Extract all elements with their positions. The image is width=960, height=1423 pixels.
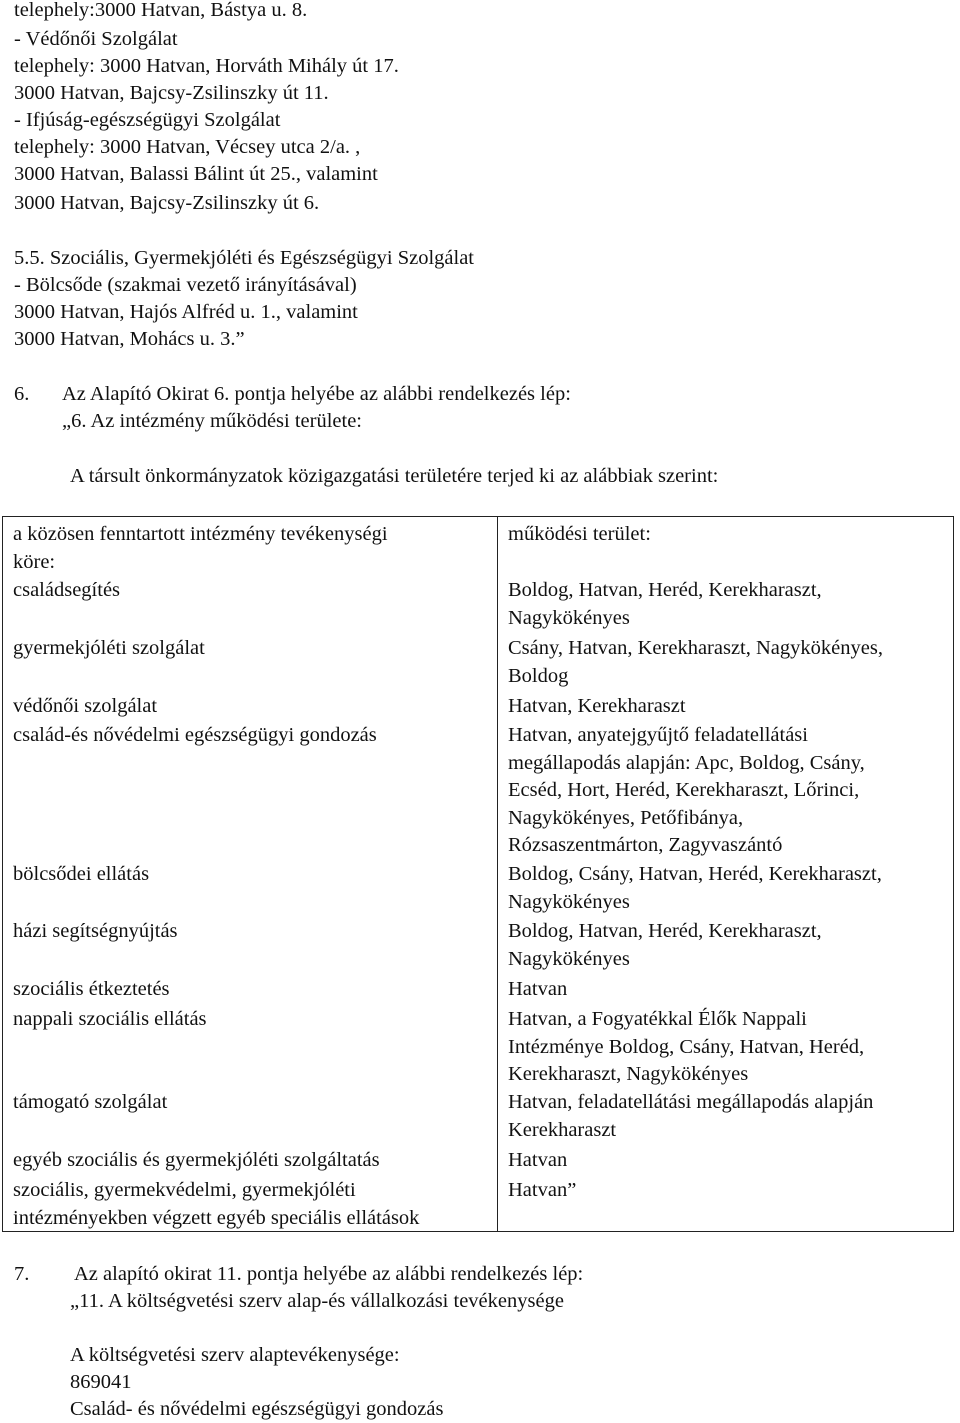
- quote-heading: „6. Az intézmény működési területe:: [62, 410, 363, 432]
- table-row-activity: nappali szociális ellátás: [13, 1008, 207, 1030]
- activity-code: 869041: [70, 1371, 132, 1393]
- table-row-activity: támogató szolgálat: [13, 1091, 168, 1113]
- table-row-area: Boldog, Hatvan, Heréd, Kerekharaszt, Nagykökényes: [508, 579, 822, 629]
- table-row-area: Hatvan, feladatellátási megállapodás alapján Kerekharaszt: [508, 1091, 874, 1141]
- list-number: 6.: [14, 383, 30, 405]
- table-row-area: Hatvan, anyatejgyűjtő feladatellátási megállapodás alapján: Apc, Boldog, Csány, Ecséd, Hort, Heréd, Kerekharaszt, Lőrinci, Nagykökényes, Petőfibánya, Rózsaszentmárton, Zagyvaszántó: [508, 724, 865, 856]
- text-line: 3000 Hatvan, Hajós Alfréd u. 1., valamint: [14, 301, 358, 323]
- point-text: Az alapító okirat 11. pontja helyébe az alábbi rendelkezés lép:: [74, 1263, 584, 1285]
- list-number: 7.: [14, 1263, 30, 1285]
- text-line: 3000 Hatvan, Balassi Bálint út 25., valamint: [14, 163, 378, 185]
- text-line: 3000 Hatvan, Mohács u. 3.”: [14, 328, 245, 350]
- text-line: 3000 Hatvan, Bajcsy-Zsilinszky út 11.: [14, 82, 329, 104]
- table-row-activity: szociális étkeztetés: [13, 978, 170, 1000]
- table-row-activity: család-és nővédelmi egészségügyi gondozás: [13, 724, 377, 746]
- column-divider: [497, 517, 498, 1231]
- table-row-area: Hatvan”: [508, 1179, 577, 1201]
- table-row-area: Hatvan, a Fogyatékkal Élők Nappali Intézménye Boldog, Csány, Hatvan, Heréd, Kerekharaszt, Nagykökényes: [508, 1008, 865, 1085]
- table-row-activity: bölcsődei ellátás: [13, 863, 150, 885]
- quote-heading: „11. A költségvetési szerv alap-és vállalkozási tevékenysége: [70, 1290, 564, 1312]
- table-row-activity: védőnői szolgálat: [13, 695, 158, 717]
- table-row-activity: családsegítés: [13, 579, 121, 601]
- footer-line: A költségvetési szerv alaptevékenysége:: [70, 1344, 400, 1366]
- text-line: telephely: 3000 Hatvan, Horváth Mihály út 17.: [14, 55, 399, 77]
- table-row-activity: szociális, gyermekvédelmi, gyermekjóléti intézményekben végzett egyéb speciális ellátások: [13, 1179, 420, 1229]
- table-row-area: Hatvan: [508, 978, 568, 1000]
- text-line: - Bölcsőde (szakmai vezető irányításával): [14, 274, 357, 296]
- text-line: - Ifjúság-egészségügyi Szolgálat: [14, 109, 281, 131]
- service-area-table: [2, 516, 954, 1232]
- header-right: működési terület:: [508, 523, 651, 545]
- table-row-activity: házi segítségnyújtás: [13, 920, 178, 942]
- table-row-area: Boldog, Hatvan, Heréd, Kerekharaszt, Nagykökényes: [508, 920, 822, 970]
- table-row-area: Boldog, Csány, Hatvan, Heréd, Kerekharaszt, Nagykökényes: [508, 863, 882, 913]
- table-row-area: Hatvan: [508, 1149, 568, 1171]
- intro-text: A társult önkormányzatok közigazgatási területére terjed ki az alábbiak szerint:: [70, 465, 719, 487]
- text-line: - Védőnői Szolgálat: [14, 28, 178, 50]
- text-line: telephely:3000 Hatvan, Bástya u. 8.: [14, 0, 308, 21]
- point-text: Az Alapító Okirat 6. pontja helyébe az alábbi rendelkezés lép:: [62, 383, 571, 405]
- section-heading: 5.5. Szociális, Gyermekjóléti és Egészségügyi Szolgálat: [14, 247, 474, 269]
- text-line: telephely: 3000 Hatvan, Vécsey utca 2/a. ,: [14, 136, 361, 158]
- table-row-area: Csány, Hatvan, Kerekharaszt, Nagykökényes, Boldog: [508, 637, 883, 687]
- table-row-area: Hatvan, Kerekharaszt: [508, 695, 686, 717]
- header-left: a közösen fenntartott intézmény tevékenységi köre:: [13, 523, 388, 573]
- text-line: 3000 Hatvan, Bajcsy-Zsilinszky út 6.: [14, 192, 320, 214]
- footer-line: Család- és nővédelmi egészségügyi gondozás: [70, 1398, 444, 1420]
- table-row-activity: egyéb szociális és gyermekjóléti szolgáltatás: [13, 1149, 380, 1171]
- table-row-activity: gyermekjóléti szolgálat: [13, 637, 205, 659]
